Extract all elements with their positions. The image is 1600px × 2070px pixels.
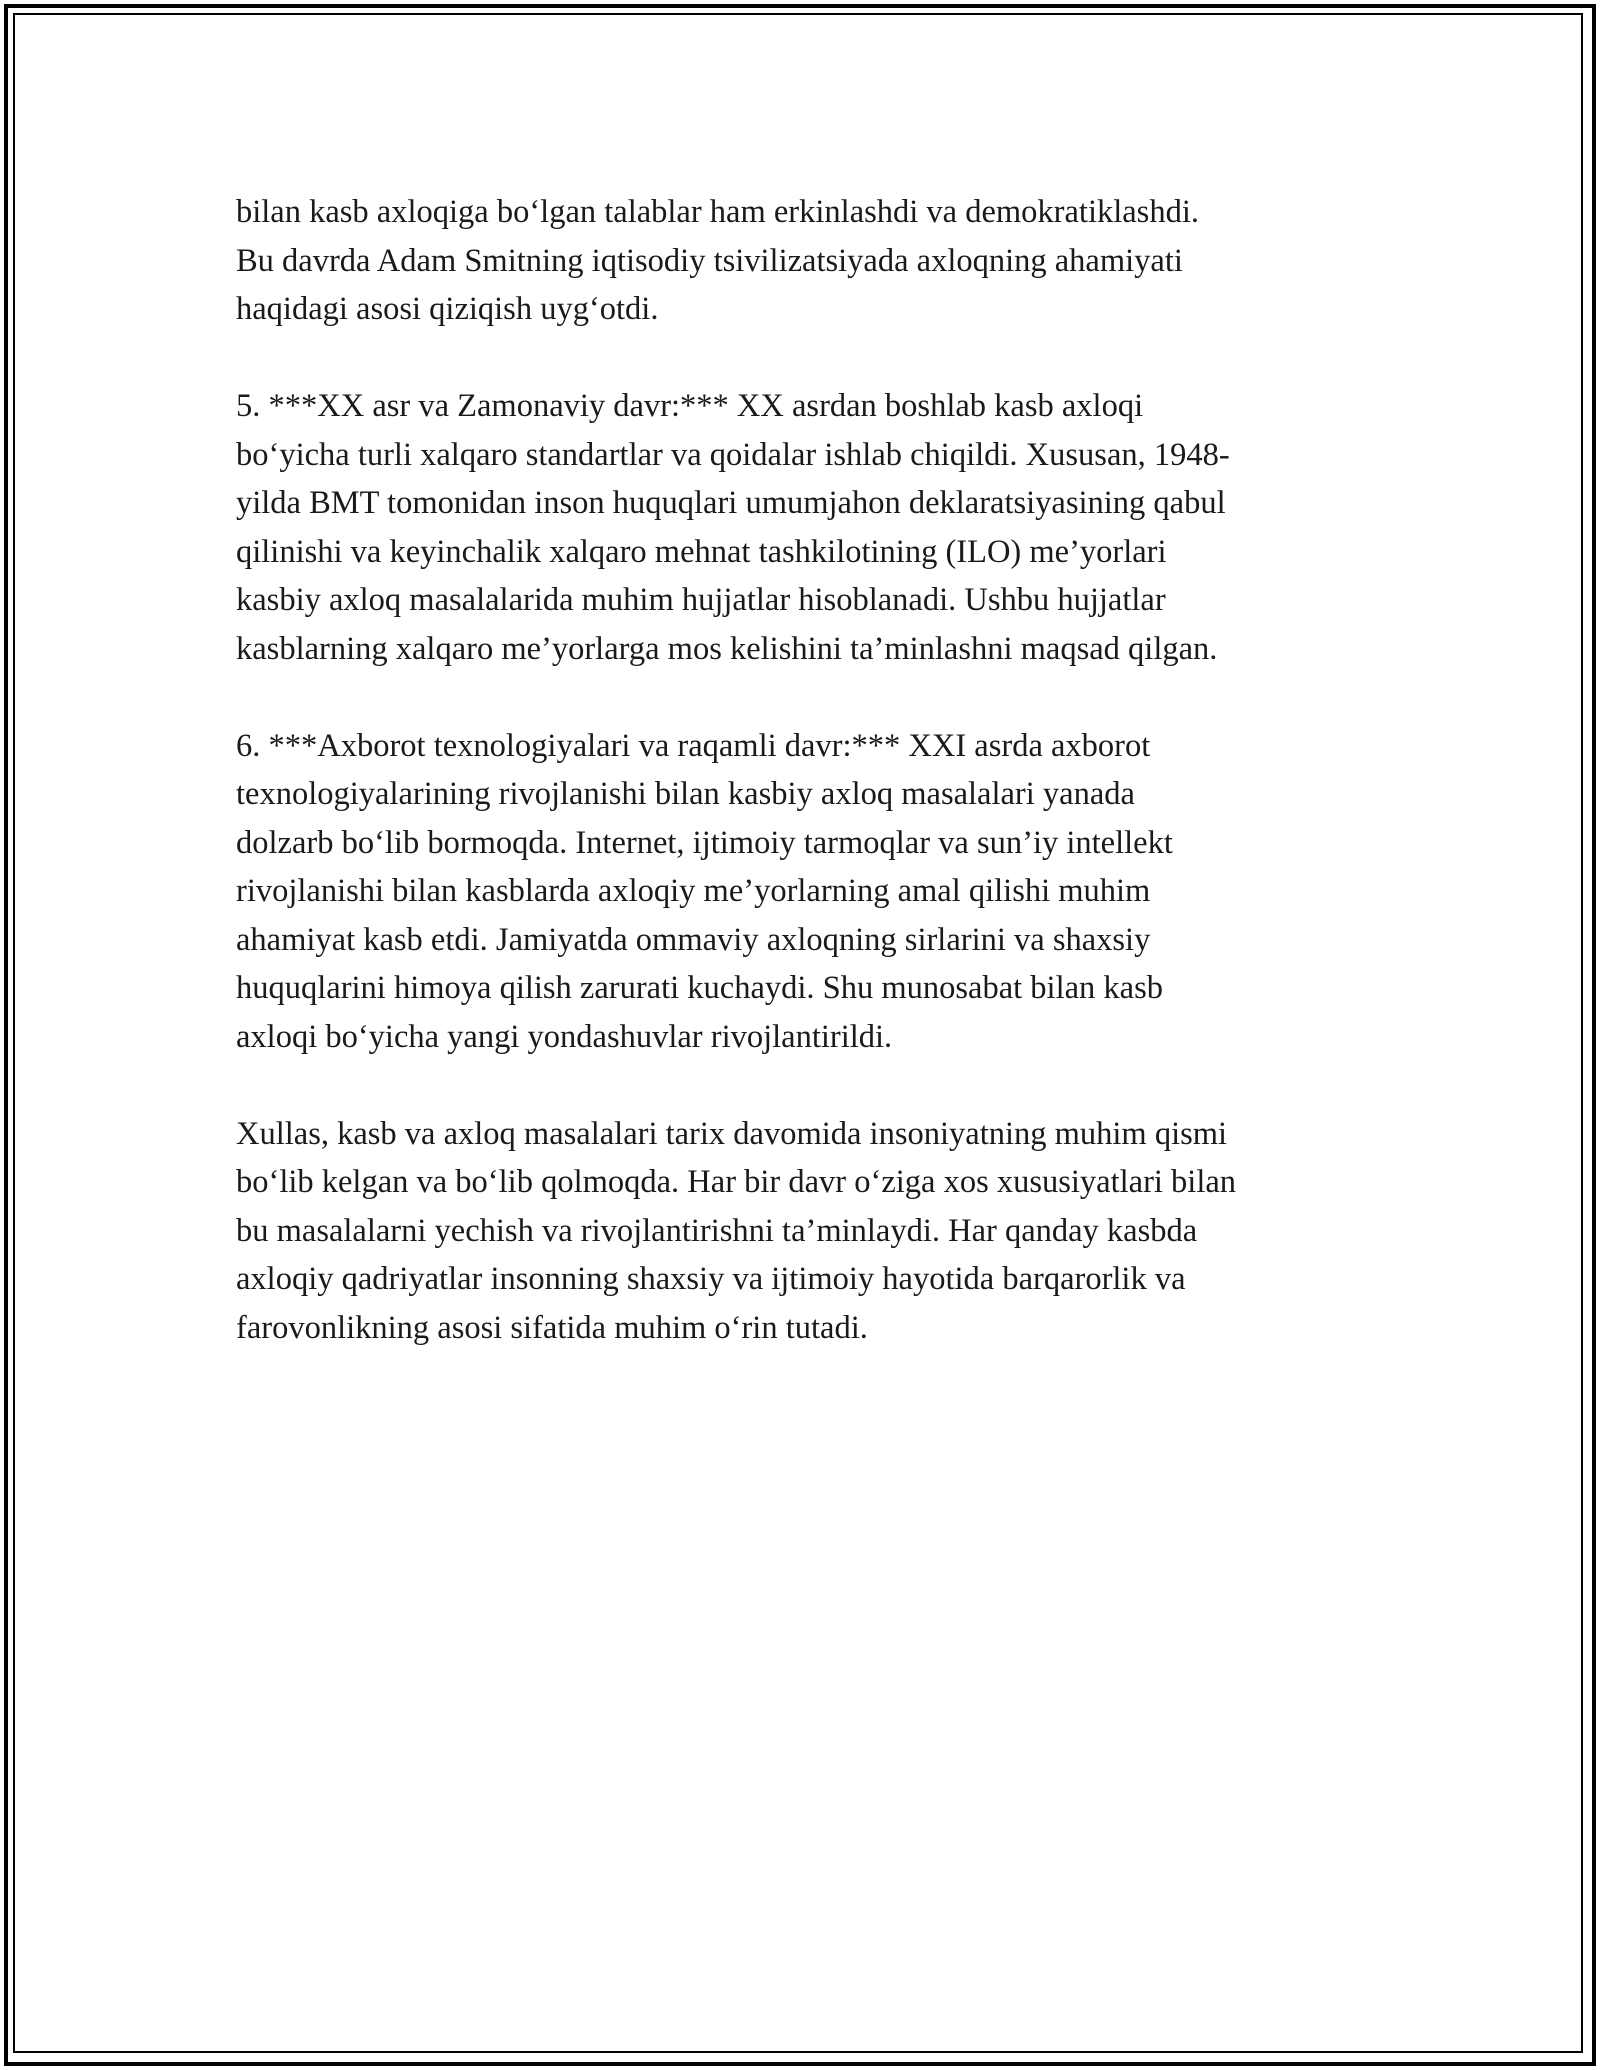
- text-line: qilinishi va keyinchalik xalqaro mehnat tashkilotining (ILO) me’yorlari: [236, 533, 1167, 570]
- text-line: huquqlarini himoya qilish zarurati kuchaydi. Shu munosabat bilan kasb: [236, 970, 1163, 1006]
- text-line: bo‘yicha turli xalqaro standartlar va qoidalar ishlab chiqildi. Xususan, 1948-: [236, 436, 1230, 473]
- text-line: rivojlanishi bilan kasblarda axloqiy me’yorlarning amal qilishi muhim: [236, 873, 1151, 909]
- text-line: 5. ***XX asr va Zamonaviy davr:*** XX asrdan boshlab kasb axloqi: [236, 388, 1144, 424]
- text-line: bo‘lib kelgan va bo‘lib qolmoqda. Har bir davr o‘ziga xos xususiyatlari bilan: [236, 1164, 1237, 1200]
- text-line: kasbiy axloq masalalarida muhim hujjatlar hisoblanadi. Ushbu hujjatlar: [236, 582, 1166, 618]
- paragraph-item-6: [236, 722, 1386, 1062]
- text-line: 6. ***Axborot texnologiyalari va raqamli davr:*** XXI asrda axborot: [236, 727, 1151, 764]
- text-line: bilan kasb axloqiga bo‘lgan talablar ham erkinlashdi va demokratiklashdi.: [236, 194, 1199, 230]
- text-line: bu masalalarni yechish va rivojlantirishni ta’minlaydi. Har qanday kasbda: [236, 1212, 1198, 1249]
- text-line: dolzarb bo‘lib bormoqda. Internet, ijtimoiy tarmoqlar va sun’iy intellekt: [236, 824, 1173, 861]
- paragraph-conclusion: [236, 1110, 1386, 1353]
- text-line: Xullas, kasb va axloq masalalari tarix davomida insoniyatning muhim qismi: [236, 1115, 1228, 1152]
- document-body: [236, 188, 1386, 1401]
- text-line: axloqiy qadriyatlar insonning shaxsiy va ijtimoiy hayotida barqarorlik va: [236, 1261, 1186, 1297]
- paragraph-item-5: [236, 382, 1386, 673]
- text-line: kasblarning xalqaro me’yorlarga mos kelishini ta’minlashni maqsad qilgan.: [236, 630, 1218, 667]
- text-line: Bu davrda Adam Smitning iqtisodiy tsivilizatsiyada axloqning ahamiyati: [236, 242, 1183, 279]
- text-line: axloqi bo‘yicha yangi yondashuvlar rivojlantirildi.: [236, 1018, 893, 1055]
- text-line: yilda BMT tomonidan inson huquqlari umumjahon deklaratsiyasining qabul: [236, 485, 1226, 521]
- text-line: farovonlikning asosi sifatida muhim o‘rin tutadi.: [236, 1309, 868, 1346]
- paragraph-continuation: [236, 188, 1386, 334]
- text-line: ahamiyat kasb etdi. Jamiyatda ommaviy axloqning sirlarini va shaxsiy: [236, 921, 1151, 958]
- text-line: haqidagi asosi qiziqish uyg‘otdi.: [236, 291, 659, 327]
- text-line: texnologiyalarining rivojlanishi bilan kasbiy axloq masalalari yanada: [236, 776, 1135, 812]
